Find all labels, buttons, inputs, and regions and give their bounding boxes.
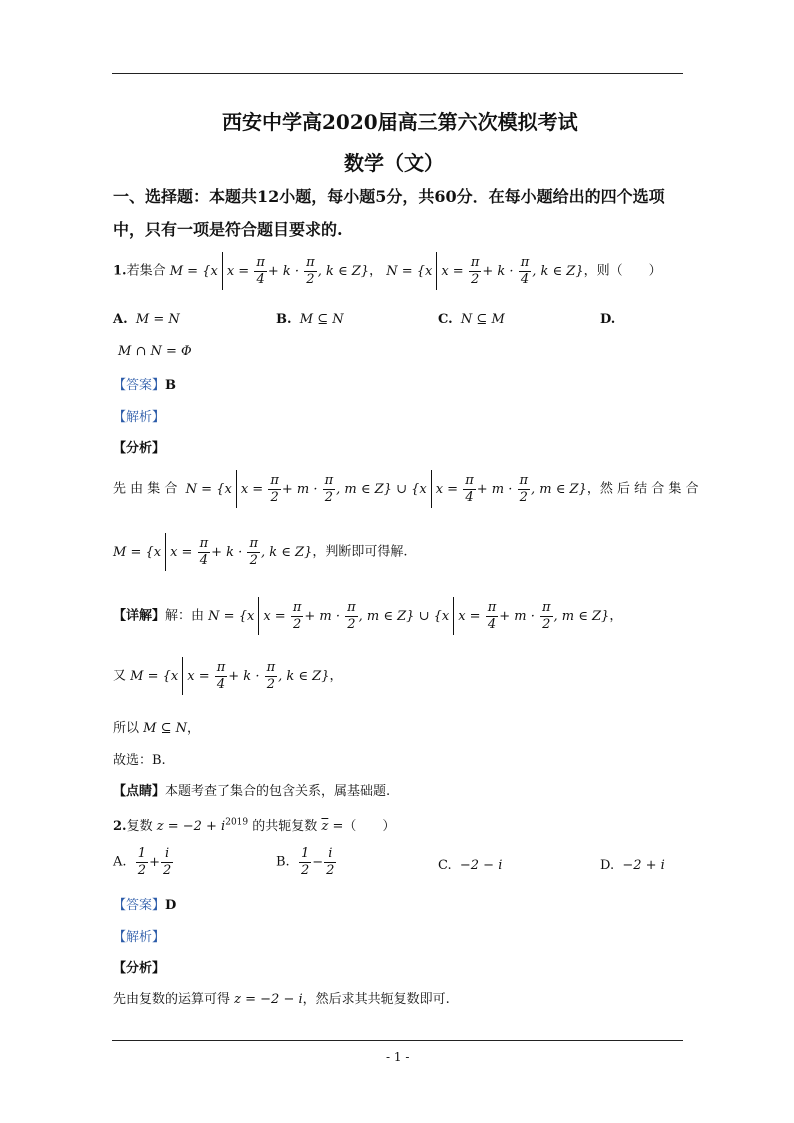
q1-fenxi-line2: M = {x x = $\frac{\pi}{4}$ + k · $\frac{\pi}{2}$ , k ∈ Z}，判断即可得解.	[113, 533, 407, 571]
q1-option-a: A. M = N	[113, 312, 180, 327]
q1-choice: 故选：B.	[113, 753, 166, 768]
q1-option-d-text: M ∩ N = Φ	[118, 344, 192, 359]
q1-option-d-label: D.	[600, 312, 616, 327]
q2-stem: 2.复数 $z = -2 + i^{2019}$ 的共轭复数 $\overline{z}$ =（ ）	[113, 817, 396, 834]
q1-detail: 【详解】解：由 N = {x x = $\frac{\pi}{2}$ + m · $\frac{\pi}{2}$ , m ∈ Z} ∪ {x x = $\frac{\pi}{4}$ + m · $\frac{\pi}{2}$ , m ∈ Z}，	[113, 597, 622, 635]
q1-number: 1.	[113, 263, 127, 279]
q1-conclusion: 所以 M ⊆ N，	[113, 721, 201, 736]
q2-option-c: C. −2 − i	[438, 858, 503, 873]
bottom-rule	[112, 1040, 683, 1041]
q1-analysis-label: 【解析】	[113, 410, 166, 425]
exam-title: 西安中学高2020届高三第六次模拟考试	[222, 110, 578, 134]
exam-subtitle: 数学（文）	[344, 151, 444, 175]
q1-stem: 1.若集合 M = {x x = $\frac{\pi}{4}$ + k · $\frac{\pi}{2}$ , k ∈ Z}， N = {x x = $\frac{\pi}{2}$ + k · $\frac{\pi}{4}$ , k ∈ Z}，则（ ）	[113, 252, 662, 290]
q2-option-d: D. −2 + i	[600, 858, 665, 873]
q1-comment: 【点睛】本题考查了集合的包含关系，属基础题.	[113, 784, 391, 799]
q2-fenxi-text: 先由复数的运算可得 z = −2 − i，然后求其共轭复数即可.	[113, 992, 450, 1007]
section-heading-line2: 中，只有一项是符合题目要求的.	[113, 220, 343, 239]
q1-detail-you: 又 M = {x x = $\frac{\pi}{4}$ + k · $\frac{\pi}{2}$ , k ∈ Z}，	[113, 657, 343, 695]
q1-fenxi-label: 【分析】	[113, 441, 166, 456]
q1-stem-prefix: 若集合	[126, 263, 166, 279]
q2-option-a: A. $\frac{1}{2}$ + $\frac{i}{2}$	[113, 846, 172, 878]
q1-fenxi-line1: 先 由 集 合 N = {x x = $\frac{\pi}{2}$ + m · $\frac{\pi}{2}$ , m ∈ Z} ∪ {x x = $\frac{\pi}{4}$ + m · $\frac{\pi}{2}$ , m ∈ Z}，然 后 结 合 集 合	[113, 470, 699, 508]
q1-set-m: M = {x x = $\frac{\pi}{4}$ + k · $\frac{\pi}{2}$ , k ∈ Z}	[170, 264, 369, 279]
q1-answer: 【答案】B	[113, 378, 177, 393]
q2-fenxi-label: 【分析】	[113, 961, 166, 976]
q1-option-b: B. M ⊆ N	[276, 312, 344, 327]
q1-stem-suffix: ，则（ ）	[583, 263, 662, 279]
q2-analysis-label: 【解析】	[113, 930, 166, 945]
section-heading-line1: 一、选择题：本题共12小题，每小题5分，共60分．在每小题给出的四个选项	[113, 187, 665, 206]
q2-answer: 【答案】D	[113, 898, 177, 913]
q1-option-c: C. N ⊆ M	[438, 312, 505, 327]
page-number: - 1 -	[386, 1050, 410, 1064]
q1-set-n: N = {x x = $\frac{\pi}{2}$ + k · $\frac{\pi}{4}$ , k ∈ Z}	[386, 264, 583, 279]
q2-option-b: B. $\frac{1}{2}$ − $\frac{i}{2}$	[276, 846, 335, 878]
top-rule	[112, 73, 683, 74]
